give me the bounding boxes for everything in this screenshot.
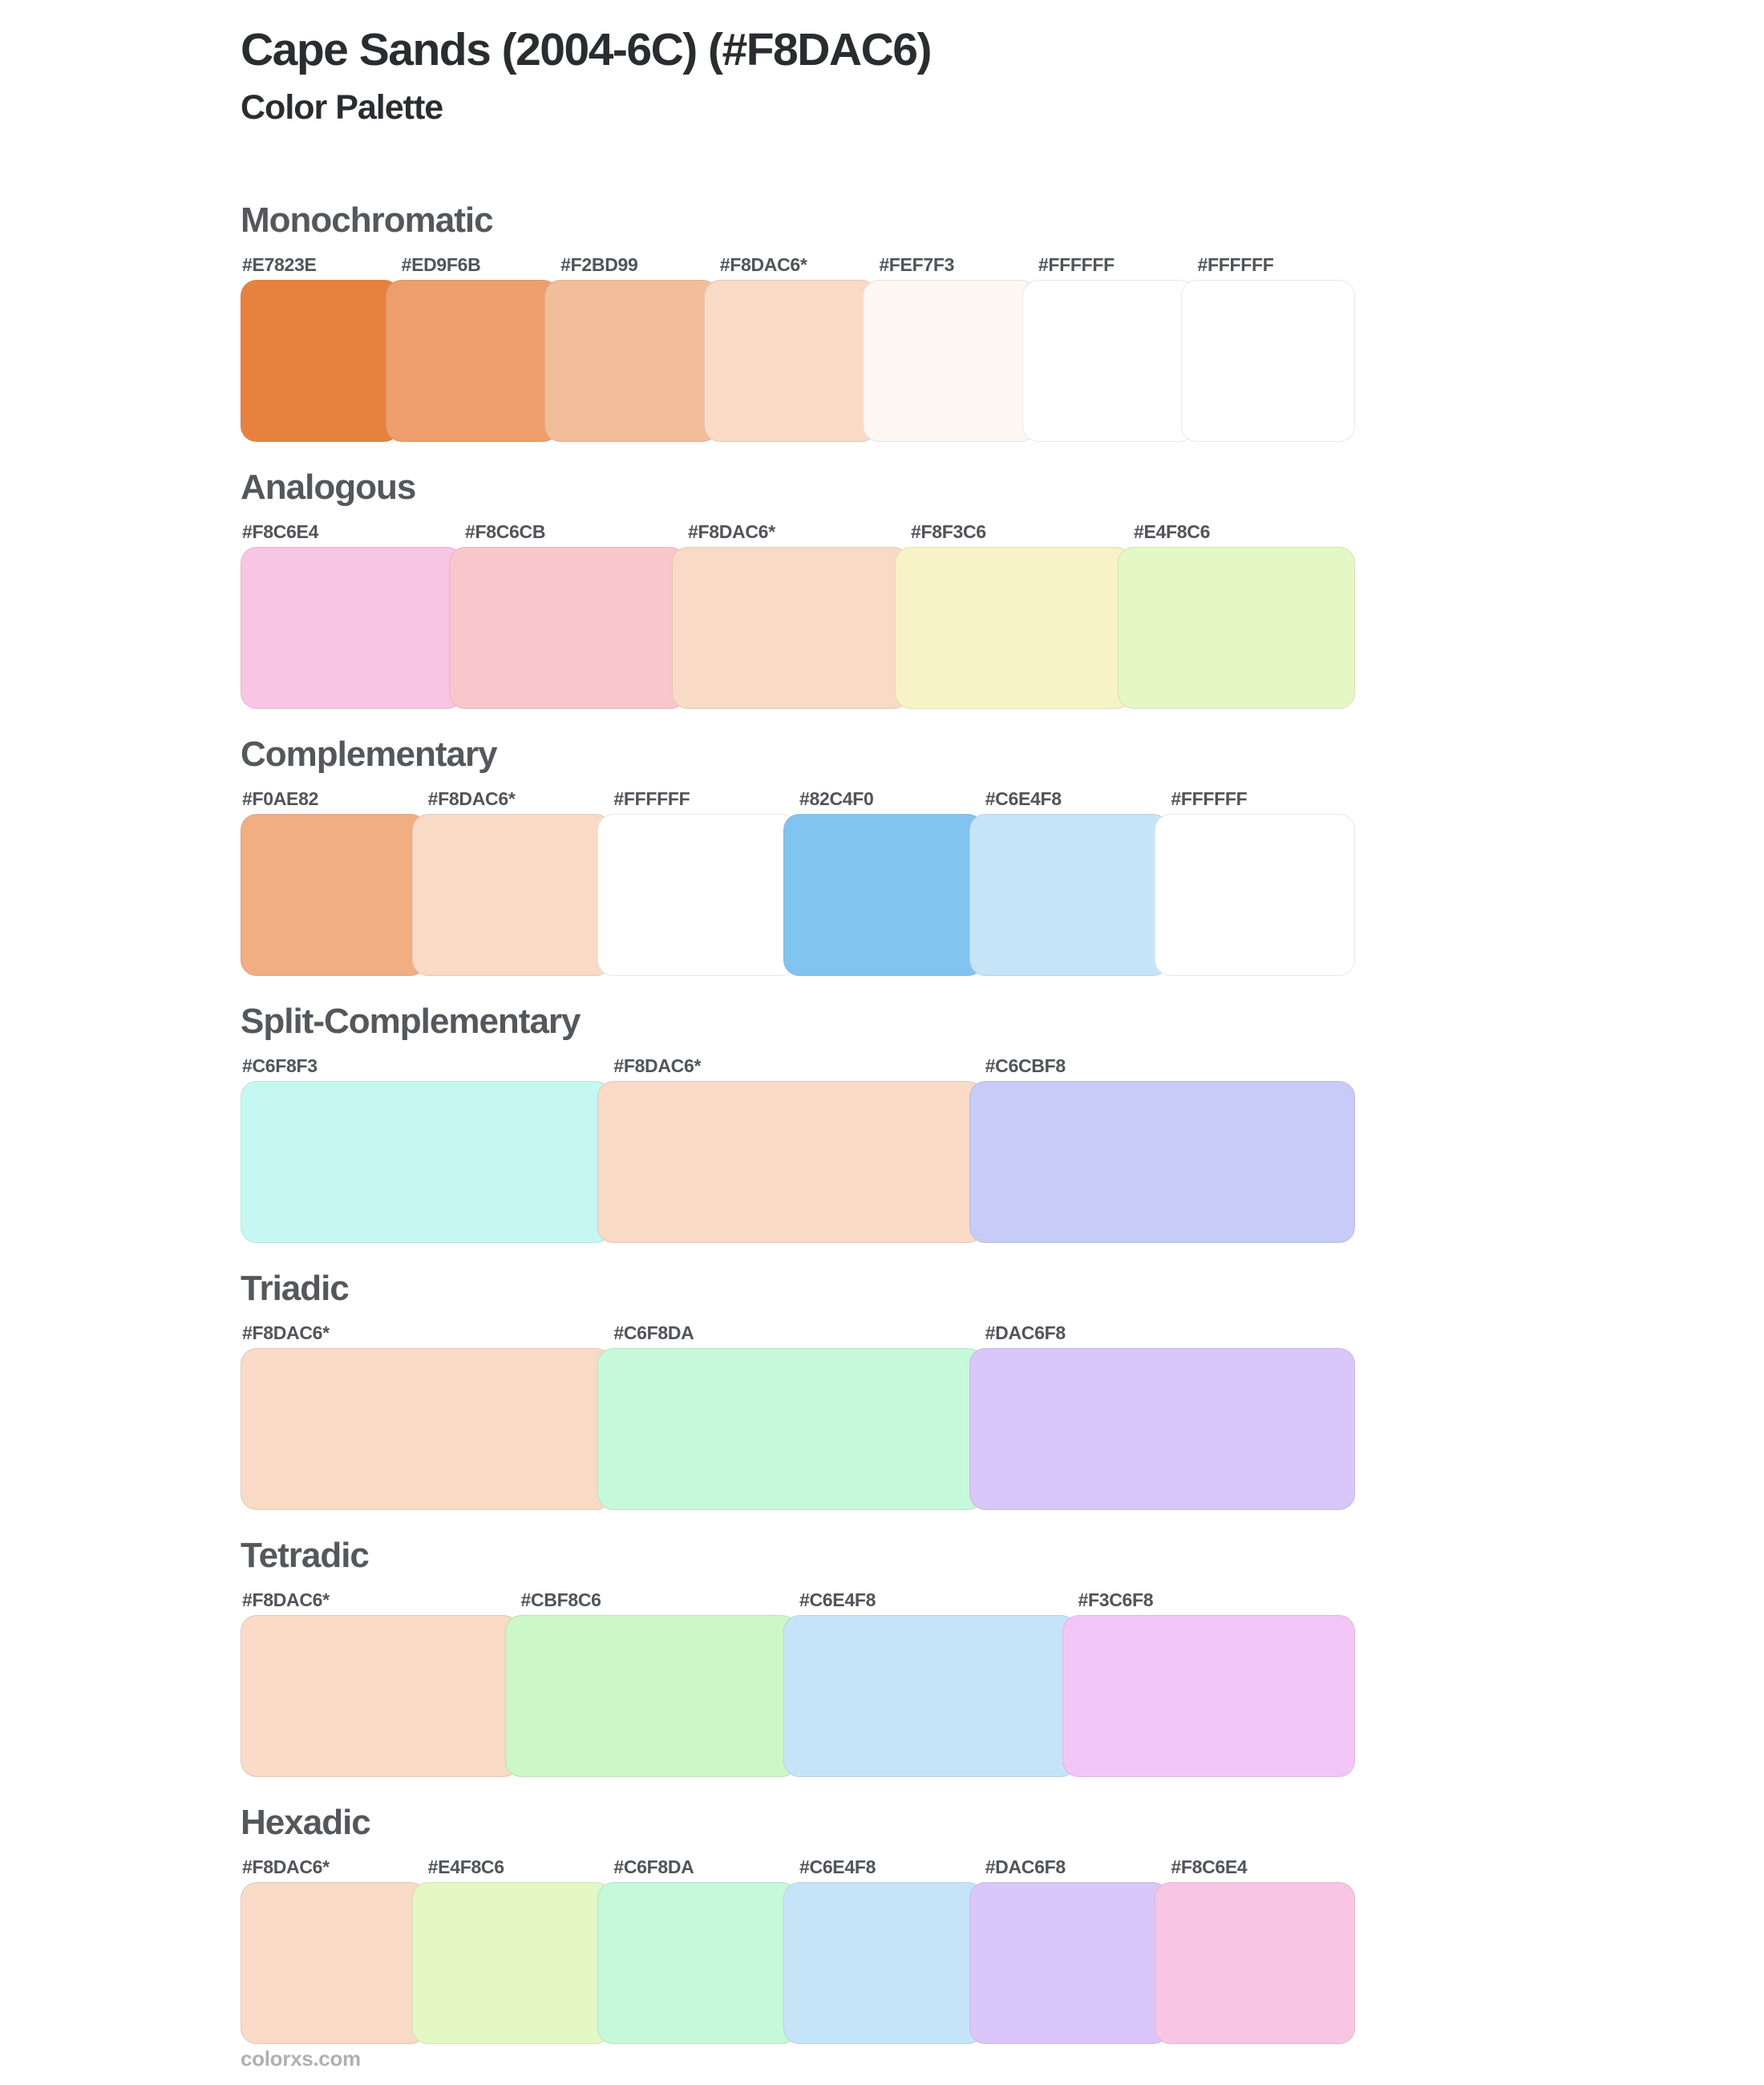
swatch-hex-label: #F8C6CB [465, 520, 546, 542]
swatch-cell [612, 1054, 983, 1243]
swatch-cell [718, 253, 878, 442]
swatch-cell [1169, 1855, 1355, 2044]
palette-section-split-complementary [241, 1001, 1355, 1243]
swatch-row-split-complementary [241, 1054, 1355, 1243]
swatch-row-analogous [241, 520, 1355, 709]
swatch-cell [612, 787, 798, 976]
swatch-row-tetradic [241, 1588, 1355, 1777]
palette-section-monochromatic [241, 200, 1355, 442]
color-swatch[interactable] [1118, 547, 1355, 709]
swatch-hex-label: #C6F8DA [613, 1856, 694, 1877]
swatch-cell [427, 787, 613, 976]
swatch-cell [612, 1321, 983, 1510]
swatch-cell [463, 520, 686, 709]
swatch-cell [686, 520, 909, 709]
page-title: Cape Sands (2004-6C) (#F8DAC6) [241, 24, 931, 75]
swatch-cell [798, 1855, 984, 2044]
palette-section-analogous [241, 467, 1355, 709]
swatch-cell [1077, 1588, 1356, 1777]
color-swatch[interactable] [386, 280, 560, 442]
color-swatch[interactable] [241, 1615, 520, 1777]
swatch-hex-label: #82C4F0 [799, 787, 874, 809]
swatch-cell [909, 520, 1132, 709]
page-subtitle: Color Palette [241, 87, 443, 127]
swatch-hex-label: #CBF8C6 [520, 1589, 601, 1610]
section-heading-tetradic: Tetradic [241, 1535, 369, 1575]
palette-section-hexadic [241, 1802, 1355, 2044]
swatch-cell [241, 787, 427, 976]
color-swatch[interactable] [895, 547, 1132, 709]
color-swatch[interactable] [597, 814, 798, 976]
swatch-hex-label: #F8DAC6* [613, 1055, 702, 1076]
swatch-row-hexadic [241, 1855, 1355, 2044]
color-swatch[interactable] [412, 814, 613, 976]
swatch-cell [427, 1855, 613, 2044]
swatch-hex-label: #F8DAC6* [688, 520, 775, 542]
swatch-hex-label: #F2BD99 [560, 253, 638, 275]
color-swatch[interactable] [783, 814, 984, 976]
swatch-hex-label: #F8DAC6* [242, 1856, 330, 1877]
swatch-cell [984, 1321, 1355, 1510]
color-swatch[interactable] [597, 1882, 798, 2044]
footer-site-name: colorxs.com [241, 2047, 361, 2071]
swatch-row-monochromatic [241, 253, 1355, 442]
swatch-hex-label: #C6F8DA [613, 1322, 694, 1343]
swatch-cell [559, 253, 718, 442]
swatch-hex-label: #F0AE82 [242, 787, 319, 809]
swatch-hex-label: #F8C6E4 [242, 520, 319, 542]
page-content [241, 24, 1355, 2044]
color-swatch[interactable] [597, 1348, 983, 1510]
color-swatch[interactable] [241, 280, 400, 442]
swatch-hex-label: #FFFFFF [1171, 787, 1248, 809]
palette-section-triadic [241, 1268, 1355, 1510]
swatch-cell [241, 1054, 612, 1243]
swatch-cell [984, 1054, 1355, 1243]
swatch-cell [400, 253, 560, 442]
swatch-hex-label: #ED9F6B [401, 253, 481, 275]
swatch-hex-label: #C6CBF8 [985, 1055, 1066, 1076]
swatch-hex-label: #FFFFFF [1197, 253, 1274, 275]
swatch-cell [1196, 253, 1355, 442]
color-swatch[interactable] [241, 1882, 427, 2044]
swatch-cell [241, 1855, 427, 2044]
section-heading-triadic: Triadic [241, 1268, 349, 1308]
swatch-hex-label: #E4F8C6 [1134, 520, 1211, 542]
swatch-cell [798, 1588, 1077, 1777]
color-swatch[interactable] [1062, 1615, 1356, 1777]
color-swatch[interactable] [783, 1882, 984, 2044]
color-swatch[interactable] [704, 280, 878, 442]
section-heading-analogous: Analogous [241, 467, 416, 507]
color-swatch[interactable] [241, 1348, 612, 1510]
swatch-hex-label: #F8DAC6* [242, 1322, 330, 1343]
color-swatch[interactable] [412, 1882, 613, 2044]
swatch-hex-label: #FEF7F3 [879, 253, 955, 275]
color-swatch[interactable] [969, 1882, 1170, 2044]
swatch-hex-label: #C6E4F8 [985, 787, 1062, 809]
color-swatch[interactable] [544, 280, 718, 442]
swatch-hex-label: #F8C6E4 [1171, 1856, 1248, 1877]
swatch-cell [984, 1855, 1170, 2044]
swatch-cell [241, 520, 463, 709]
color-swatch[interactable] [241, 1081, 612, 1243]
swatch-row-complementary [241, 787, 1355, 976]
swatch-cell [984, 787, 1170, 976]
color-swatch[interactable] [1181, 280, 1355, 442]
swatch-cell [241, 253, 400, 442]
swatch-hex-label: #DAC6F8 [985, 1856, 1066, 1877]
swatch-hex-label: #FFFFFF [613, 787, 690, 809]
color-swatch[interactable] [505, 1615, 799, 1777]
color-swatch[interactable] [1155, 814, 1355, 976]
color-swatch[interactable] [969, 1081, 1355, 1243]
swatch-cell [241, 1588, 520, 1777]
color-swatch[interactable] [597, 1081, 983, 1243]
swatch-cell [1037, 253, 1196, 442]
color-swatch[interactable] [783, 1615, 1077, 1777]
swatch-hex-label: #F8F3C6 [911, 520, 986, 542]
swatch-hex-label: #FFFFFF [1038, 253, 1115, 275]
swatch-cell [877, 253, 1037, 442]
color-swatch[interactable] [449, 547, 686, 709]
swatch-hex-label: #F8DAC6* [719, 253, 807, 275]
swatch-hex-label: #C6F8F3 [242, 1055, 318, 1076]
swatch-hex-label: #E4F8C6 [427, 1856, 504, 1877]
section-heading-hexadic: Hexadic [241, 1802, 370, 1842]
swatch-hex-label: #C6E4F8 [799, 1589, 876, 1610]
section-heading-split-complementary: Split-Complementary [241, 1001, 581, 1041]
color-swatch[interactable] [1022, 280, 1196, 442]
color-swatch[interactable] [672, 547, 909, 709]
palette-sections [241, 200, 1355, 2044]
swatch-cell [520, 1588, 799, 1777]
color-swatch[interactable] [241, 814, 427, 976]
swatch-hex-label: #E7823E [242, 253, 317, 275]
color-swatch[interactable] [1155, 1882, 1355, 2044]
swatch-hex-label: #F3C6F8 [1078, 1589, 1154, 1610]
swatch-hex-label: #DAC6F8 [985, 1322, 1066, 1343]
color-swatch[interactable] [241, 547, 463, 709]
swatch-hex-label: #F8DAC6* [242, 1589, 330, 1610]
swatch-cell [241, 1321, 612, 1510]
swatch-hex-label: #F8DAC6* [427, 787, 516, 809]
color-swatch[interactable] [969, 1348, 1355, 1510]
section-heading-complementary: Complementary [241, 734, 497, 774]
swatch-cell [798, 787, 984, 976]
swatch-cell [1132, 520, 1355, 709]
section-heading-monochromatic: Monochromatic [241, 200, 493, 240]
color-swatch[interactable] [863, 280, 1037, 442]
palette-section-complementary [241, 734, 1355, 976]
swatch-row-triadic [241, 1321, 1355, 1510]
swatch-cell [612, 1855, 798, 2044]
swatch-hex-label: #C6E4F8 [799, 1856, 876, 1877]
color-swatch[interactable] [969, 814, 1170, 976]
swatch-cell [1169, 787, 1355, 976]
palette-section-tetradic [241, 1535, 1355, 1777]
